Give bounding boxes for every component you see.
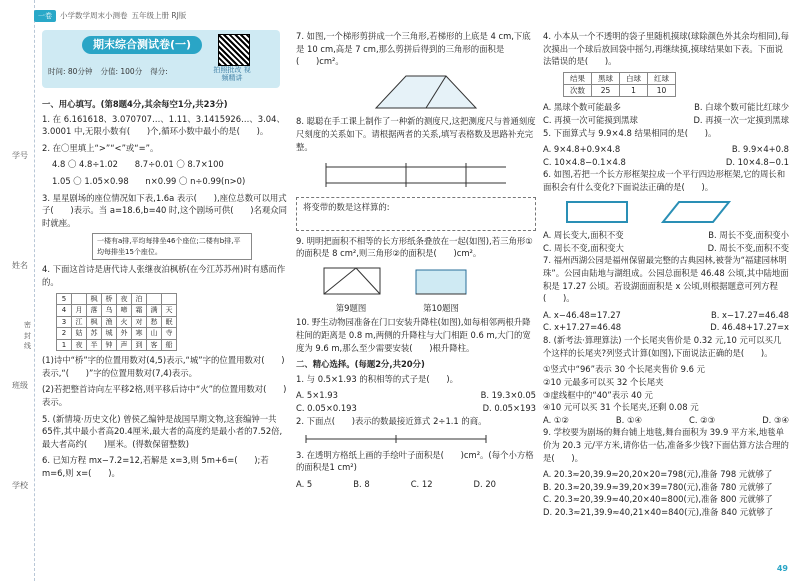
section-title: 二、精心选择。(每题2分,共20分) <box>296 359 425 370</box>
poem-row <box>57 339 177 351</box>
question: 9. 学校要为剧场的舞台铺上地毯,舞台面积为 39.9 平方米,地毯单价为 20.3 元/平方米,请你估一估,准备多少钱?下面估算方法合理的是( )。 <box>543 427 789 463</box>
poem-cell: 对 <box>132 316 147 328</box>
question: 1. 在 6.161618、3.070707…、1.11、3.1415926…、3.04、3.0001 中,无限小数有( )个,循环小数中最小的是( )。 <box>42 113 285 137</box>
option[interactable]: D. 周长不变,面积不变 <box>707 242 789 253</box>
number-line-figure <box>296 431 496 445</box>
id-label: 学号 <box>12 151 28 160</box>
question: 9. 明明把面积不相等的长方形纸条叠放在一起(如图),若三角形①的面积是 8 cm²,则三角形②的面积是( )cm²。 <box>296 235 533 259</box>
poem-cell: 天 <box>162 305 177 317</box>
option[interactable]: D. 46.48+17.27=x <box>710 322 789 333</box>
option[interactable]: A. ①② <box>543 414 569 425</box>
grade-name: 五年级上册 RJ版 <box>131 11 187 21</box>
question: 8. 聪聪在手工课上制作了一种新的测度尺,这把测度尺与普通刻度尺刻度的关系如下。请根据两者的关系,填写表格数及思路补充完整。 <box>296 116 536 152</box>
page-number: 49 <box>776 564 788 573</box>
question: 1. 与 0.5×1.93 的积相等的式子是( )。 <box>296 373 458 384</box>
poem-cell: 3 <box>57 316 72 328</box>
poem-cell: 渔 <box>102 316 117 328</box>
question-part: ①竖式中“96”表示 30 个长尾夹售价 9.6 元 <box>543 364 705 375</box>
option[interactable]: C. ②③ <box>689 414 716 425</box>
question: 8. (新考法·算理算法) 一个长尾夹售价是 0.32 元,10 元可以买几个这样的长尾夹?列竖式计算(如图),下面说法正确的是( )。 <box>543 335 782 358</box>
poem-cell: 5 <box>57 293 72 305</box>
poem-cell: 船 <box>162 339 177 351</box>
poem-cell <box>162 293 177 305</box>
question-part: 4.8 〇 4.8÷1.02 8.7÷0.01 〇 8.7×100 <box>52 159 224 170</box>
option[interactable]: A. 9×4.8+0.9×4.8 <box>543 144 621 155</box>
options-row <box>296 478 496 491</box>
question: 4. 下面这首诗是唐代诗人张继夜泊枫桥(在今江苏苏州)时有感而作的。 <box>42 264 286 288</box>
class-label: 班级 <box>12 381 28 390</box>
poem-cell: 半 <box>87 339 102 351</box>
poem-cell: 枫 <box>87 293 102 305</box>
poem-cell: 1 <box>57 339 72 351</box>
options-row <box>543 309 789 322</box>
question-part: (1)诗中“桥”字的位置用数对(4,5)表示,“城”字的位置用数对( )表示,“( )”字的位置用数对(7,4)表示。 <box>42 355 285 378</box>
poem-row <box>57 328 177 340</box>
option[interactable]: A. 黑球个数可能最多 <box>543 102 621 113</box>
option[interactable]: A. x−46.48=17.27 <box>543 309 621 320</box>
name-label: 姓名 <box>12 261 28 270</box>
section-title: 一、用心填写。(第8题4分,其余每空1分,共23分) <box>42 99 228 109</box>
poem-cell: 啼 <box>117 305 132 317</box>
question-part: ②10 元最多可以买 32 个长尾夹 <box>543 376 664 387</box>
options-row <box>543 414 789 427</box>
ruler-figure <box>296 157 516 189</box>
option[interactable]: B. ①④ <box>615 414 643 425</box>
gate-figure <box>406 264 476 298</box>
exam-title: 期末综合测试卷(一) <box>82 36 202 54</box>
question-part: ④10 元可以买 31 个长尾夹,还剩 0.08 元 <box>543 402 699 413</box>
series-tag: 一卷 <box>34 10 56 23</box>
figure-row <box>316 264 536 314</box>
option[interactable]: C. 12 <box>410 479 433 490</box>
option[interactable]: C. 20.3≈20,39.9≈40,20×40=800(元),准备 800 元就够了 <box>543 494 773 505</box>
poem-cell: 到 <box>132 339 147 351</box>
hint-box: 将变带的数是这样算的: <box>296 197 536 231</box>
poem-cell: 落 <box>87 305 102 317</box>
option[interactable]: C. 10×4.8−0.1×4.8 <box>543 156 626 167</box>
question-part: 1.05 〇 1.05×0.98 n×0.99 〇 n÷0.99(n>0) <box>52 176 246 187</box>
poem-cell: 月 <box>72 305 87 317</box>
poem-cell: 声 <box>117 339 132 351</box>
scan-label: 拍照批改 视频精讲 <box>213 66 251 83</box>
poem-cell: 姑 <box>72 328 87 340</box>
column-1 <box>42 96 287 484</box>
question-part: ③虚线框中的“40”表示 40 元 <box>543 389 653 400</box>
ball-stat-table: 结果 黑球 白球 红球 次数 25 1 10 <box>563 72 676 98</box>
options-row <box>543 143 789 156</box>
option[interactable]: C. 再摸一次可能摸到黑球 <box>543 114 638 125</box>
question: 2. 在〇里填上“>”“<”或“=”。 <box>42 142 159 153</box>
poem-cell: 寒 <box>132 328 147 340</box>
figure-caption: 第10题图 <box>423 302 459 313</box>
time-limit: 时间: 80分钟 <box>48 67 93 76</box>
question: 10. 野生动物园准备在门口安装升降柱(如图),如每相邻两根升降柱间的距离是 0.8 m,两侧的升降柱与大门相距 0.6 m,大门的宽度为 9.6 m,那么至少需要安装( )根升降柱。 <box>296 317 531 353</box>
poem-cell: 外 <box>117 328 132 340</box>
qr-code-icon[interactable] <box>218 34 250 66</box>
option[interactable]: B. 20.3≈20,39.9≈39,20×39=780(元),准备 780 元就够了 <box>543 481 773 492</box>
column-3 <box>543 30 789 519</box>
option[interactable]: D. ③④ <box>762 414 789 425</box>
poem-cell: 愁 <box>147 316 162 328</box>
option[interactable]: B. x−17.27=46.48 <box>710 309 789 320</box>
option[interactable]: B. 周长不变,面积变小 <box>708 230 789 241</box>
trapezoid-figure <box>366 72 486 112</box>
poem-cell: 夜 <box>117 293 132 305</box>
poem-cell: 2 <box>57 328 72 340</box>
option[interactable]: B. 白球个数可能比红球少 <box>694 102 789 113</box>
poem-cell <box>147 293 162 305</box>
question: 7. 福州西湖公园是福州保留最完整的古典园林,被誉为“福建园林明珠”。公园由陆地与湖组成。公园总面积是 46.48 公顷,其中陆地面积是 17.27 公顷。若设湖面面积是 x 公顷,则根据题意可列方程( )。 <box>543 255 789 304</box>
poem-cell: 枫 <box>87 316 102 328</box>
option[interactable]: B. 9.9×4+0.8 <box>731 144 789 155</box>
poem-cell: 桥 <box>102 293 117 305</box>
option[interactable]: B. 8 <box>353 479 370 490</box>
total-score: 分值: 100分 <box>100 67 143 76</box>
option[interactable]: D. 10×4.8−0.1 <box>725 156 789 167</box>
seal-label: 密 封 线 <box>24 321 31 350</box>
question: 5. 下面算式与 9.9×4.8 结果相同的是( )。 <box>543 127 717 138</box>
option[interactable]: C. 0.05×0.193 <box>296 402 357 413</box>
option[interactable]: B. 19.3×0.05 <box>480 390 536 401</box>
poem-cell: 客 <box>147 339 162 351</box>
question: 6. 如图,若把一个长方形框架拉成一个平行四边形框架,它的周长和面积会有什么变化?下面说法正确的是( )。 <box>543 169 786 192</box>
poem-cell: 寺 <box>162 328 177 340</box>
options-row <box>296 389 536 402</box>
school-label: 学校 <box>12 481 28 490</box>
poem-cell: 4 <box>57 305 72 317</box>
poem-cell: 城 <box>102 328 117 340</box>
poem-row <box>57 305 177 317</box>
triangle-figure <box>316 264 386 298</box>
option[interactable]: A. 20.3≈20,39.9≈20,20×20=798(元),准备 798 元就够了 <box>543 469 773 480</box>
question: 2. 下面点( )表示的数最接近算式 2÷1.1 的商。 <box>296 415 487 426</box>
question: 3. 在透明方格纸上画的手绘叶子面积是( )cm²。(每个小方格的面积是1 cm²) <box>296 449 534 473</box>
poem-cell: 泊 <box>132 293 147 305</box>
option[interactable]: D. 20 <box>473 479 496 490</box>
option[interactable]: A. 周长变大,面积不变 <box>543 230 624 241</box>
poem-cell: 江 <box>72 316 87 328</box>
seat-info-box: 一楼有a排,平均每排坐46个座位;二楼有b排,平均每排坐15个座位。 <box>92 233 252 260</box>
poem-cell <box>72 293 87 305</box>
poem-grid <box>56 293 177 352</box>
question: 5. (新情境·历史文化) 曾侯乙编钟是战国早期文物,这套编钟一共65件,其中最小者高20.4厘米,最大者的高度约是最小者的7.52倍,最大者高约( )厘米。(得数保留整数) <box>42 413 283 449</box>
score-got: 得分: <box>150 67 168 76</box>
options-row <box>543 156 789 169</box>
options-row <box>296 402 536 415</box>
poem-row <box>57 316 177 328</box>
poem-cell: 钟 <box>102 339 117 351</box>
poem-cell: 夜 <box>72 339 87 351</box>
option[interactable]: C. 周长不变,面积变大 <box>543 242 624 253</box>
option[interactable]: A. 5 <box>296 479 313 490</box>
column-2 <box>296 30 536 491</box>
poem-cell: 霜 <box>132 305 147 317</box>
option[interactable]: D. 再摸一次一定摸到黑球 <box>693 114 789 125</box>
exam-header <box>42 30 280 88</box>
options-row <box>543 321 789 334</box>
poem-cell: 眠 <box>162 316 177 328</box>
option[interactable]: C. x+17.27=46.48 <box>543 322 622 333</box>
poem-cell: 苏 <box>87 328 102 340</box>
question-part: (2)若把整首诗向左平移2格,则平移后诗中“火”的位置用数对( )表示。 <box>42 384 287 408</box>
options-row <box>543 114 789 127</box>
poem-row <box>57 293 177 305</box>
series-name: 小学数学周末小测卷 <box>60 11 128 21</box>
poem-cell: 火 <box>117 316 132 328</box>
options-row <box>543 242 789 255</box>
options-row <box>543 101 789 114</box>
poem-cell: 乌 <box>102 305 117 317</box>
option[interactable]: A. 5×1.93 <box>296 390 338 401</box>
poem-cell: 山 <box>147 328 162 340</box>
exam-meta <box>48 66 168 77</box>
question: 7. 如图,一个梯形剪拼成一个三角形,若梯形的上底是 4 cm,下底是 10 cm,高是 7 cm,那么剪拼后得到的三角形的面积是( )cm²。 <box>296 31 531 67</box>
frame-figure <box>563 198 733 226</box>
question: 4. 小本从一个不透明的袋子里随机摸球(球除颜色外其余均相同),每次摸出一个球后放回袋中摇匀,再继续摸,摸球结果如下表。下面说法错误的是( )。 <box>543 31 789 67</box>
option[interactable]: D. 20.3≈21,39.9≈40,21×40=840(元),准备 840 元就够了 <box>543 507 774 517</box>
option[interactable]: D. 0.05×193 <box>482 402 536 413</box>
top-bar <box>34 8 284 24</box>
options-row <box>543 229 789 242</box>
poem-cell: 满 <box>147 305 162 317</box>
question: 6. 已知方程 mx−7.2=12,若解是 x=3,则 5m+6=( );若 m=6,则 x=( )。 <box>42 455 269 479</box>
question: 3. 星星剧场的座位情况如下表,1.6a 表示( ),座位总数可以用式子( )表示。当 a=18.6,b=40 时,这个剧场可供( )名观众同时就座。 <box>42 192 288 228</box>
figure-caption: 第9题图 <box>335 302 367 313</box>
binding-margin <box>0 0 35 581</box>
